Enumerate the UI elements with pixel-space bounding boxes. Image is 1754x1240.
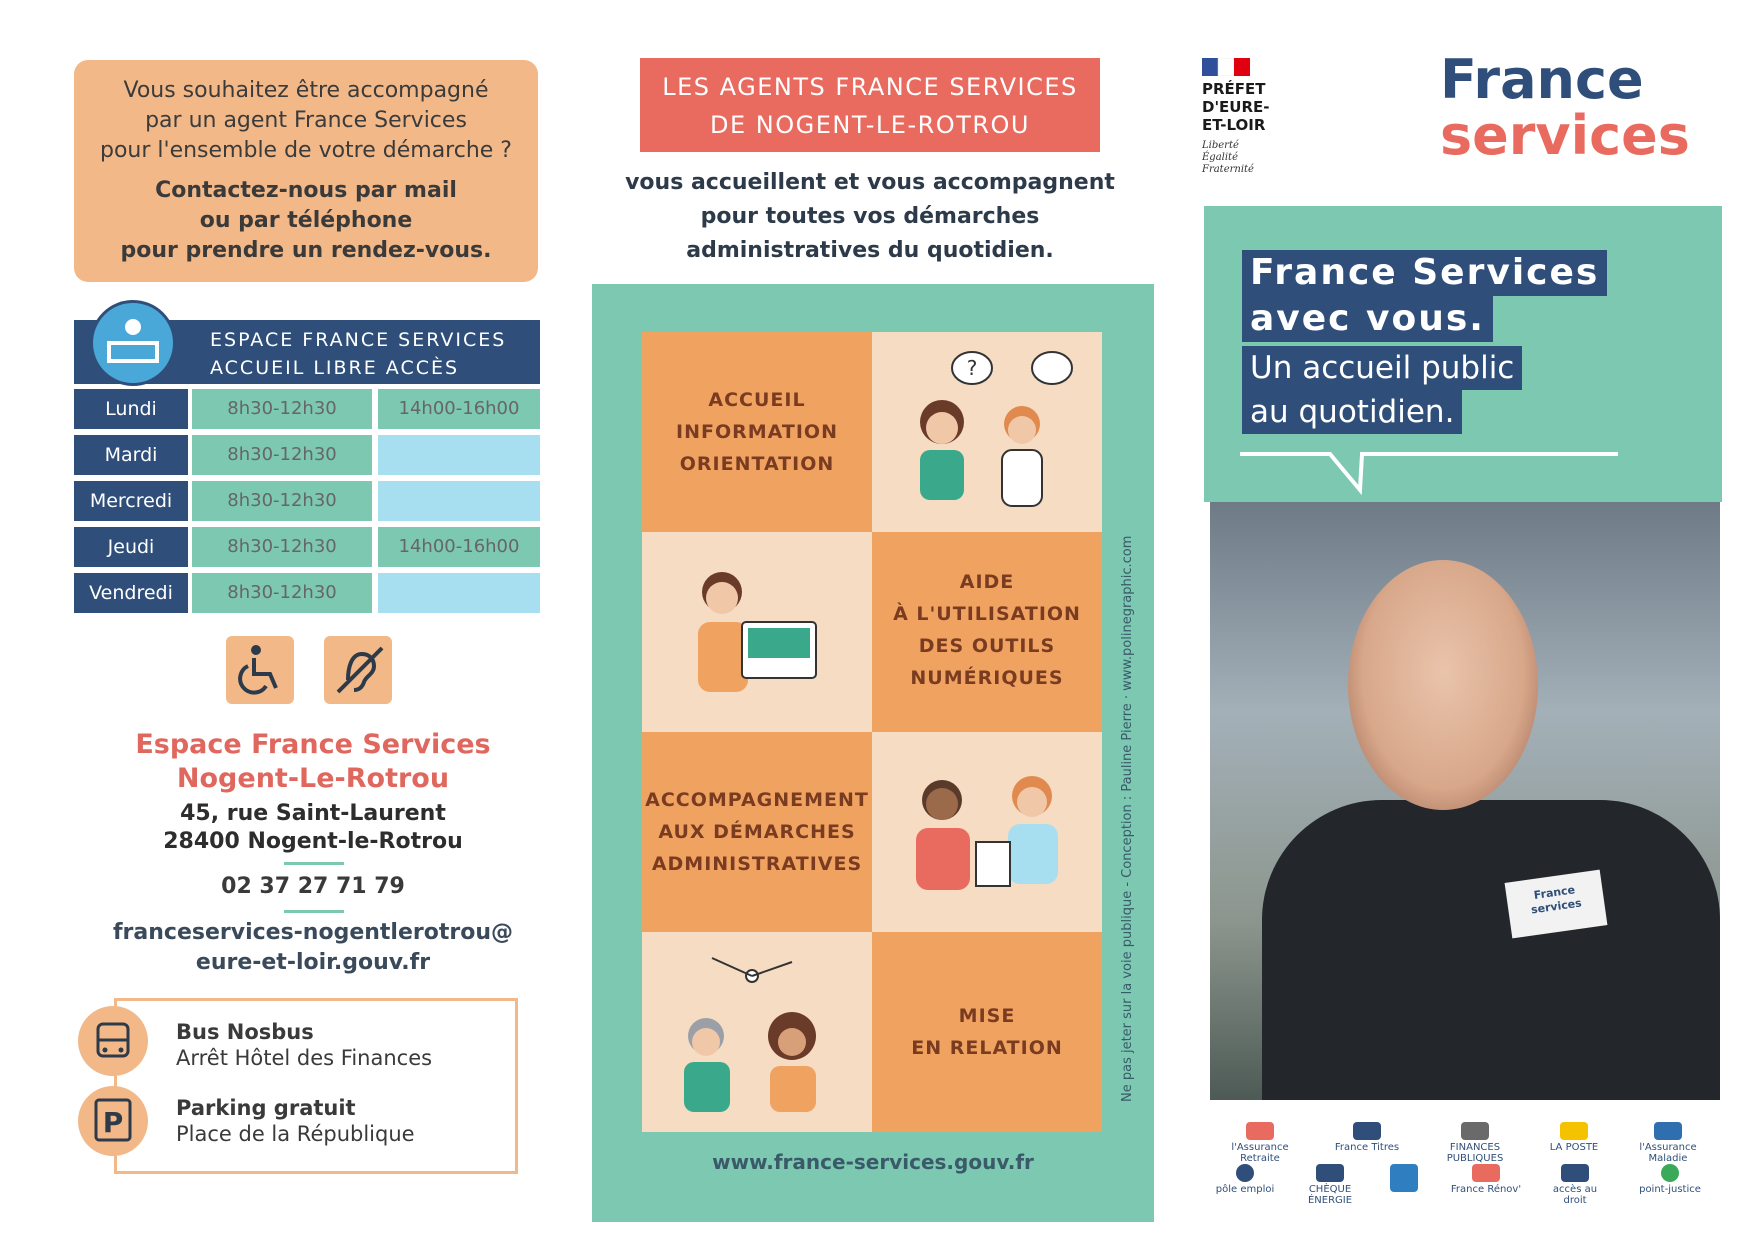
agents-banner-line: DE NOGENT-LE-ROTROU [709, 111, 1030, 139]
contact-cta-line: Contactez-nous par mail [155, 178, 457, 203]
partner-logo [1384, 1164, 1424, 1194]
contact-box [74, 60, 538, 282]
service-demarches [642, 732, 872, 932]
motto-line: Égalité [1202, 152, 1238, 163]
reception-desk-icon [90, 300, 176, 386]
illustration-network [642, 932, 872, 1132]
vertical-note: Ne pas jeter sur la voie publique - Conception : Pauline Pierre [1120, 703, 1135, 1102]
prefet-line: D'EURE- [1202, 98, 1270, 116]
motto-line: Fraternité [1202, 164, 1254, 175]
service-numerique [872, 532, 1102, 732]
schedule-header-line: ACCUEIL LIBRE ACCÈS [210, 357, 460, 379]
bus-icon [78, 1006, 148, 1076]
schedule-am: 8h30-12h30 [192, 389, 372, 429]
divider [284, 910, 344, 913]
partner-logo [1322, 1122, 1412, 1153]
partner-logo [1534, 1122, 1614, 1153]
schedule-pm: 14h00-16h00 [378, 389, 540, 429]
partner-name: LA POSTE [1549, 1142, 1599, 1153]
partner-mark [1316, 1164, 1344, 1182]
partner-name: France Rénov' [1450, 1184, 1522, 1195]
headline-line: avec vous. [1242, 296, 1493, 342]
service-label-line: ACCUEIL [708, 389, 806, 411]
france-services-logo-line1: France [1440, 48, 1644, 111]
partner-mark [1661, 1164, 1679, 1182]
divider [284, 862, 344, 865]
service-label-line: EN RELATION [911, 1037, 1063, 1059]
partner-logo [1210, 1164, 1280, 1195]
schedule-header-line: ESPACE FRANCE SERVICES [210, 329, 507, 351]
partner-mark [1236, 1164, 1254, 1182]
agent-face [1348, 560, 1538, 810]
address-line: 45, rue Saint-Laurent [180, 801, 446, 826]
partner-mark [1390, 1164, 1418, 1192]
partner-logo [1430, 1122, 1520, 1164]
phone-number[interactable]: 02 37 27 71 79 [221, 874, 405, 899]
contact-cta-line: ou par téléphone [199, 208, 413, 233]
service-accueil [642, 332, 872, 532]
email-address[interactable] [74, 918, 552, 978]
contact-cta-line: pour prendre un rendez-vous. [120, 238, 492, 263]
republic-motto [1202, 140, 1254, 176]
hearing-loop-icon [324, 636, 392, 704]
speech-tail-icon [1240, 450, 1620, 498]
partner-logo [1210, 1122, 1310, 1164]
svg-text:?: ? [966, 356, 978, 380]
espace-title-line: Espace France Services [135, 729, 491, 760]
service-label-line: À L'UTILISATION [893, 603, 1081, 625]
vertical-site: www.polinegraphic.com [1120, 535, 1135, 691]
marianne-flag-icon [1202, 58, 1250, 76]
subheadline-line: au quotidien. [1242, 390, 1462, 434]
service-label-line: DES OUTILS [918, 635, 1056, 657]
agents-subtitle-line: administratives du quotidien. [686, 238, 1054, 263]
motto-line: Liberté [1202, 140, 1239, 151]
subheadline-line: Un accueil public [1242, 346, 1522, 390]
service-label-line: INFORMATION [676, 421, 838, 443]
schedule-day: Lundi [74, 389, 188, 429]
bus-title: Bus Nosbus [176, 1020, 314, 1044]
partner-name: CHÈQUE ÉNERGIE [1307, 1184, 1353, 1206]
partner-logo [1540, 1164, 1610, 1206]
illustration-paperwork [872, 732, 1102, 932]
espace-title-line: Nogent-Le-Rotrou [176, 763, 450, 794]
service-label-line: NUMÉRIQUES [910, 667, 1064, 689]
contact-question-line: Vous souhaitez être accompagné [123, 78, 489, 103]
vertical-credit [1120, 536, 1135, 1102]
partner-name: FINANCES PUBLIQUES [1446, 1142, 1504, 1164]
parking-place: Place de la République [176, 1122, 415, 1146]
schedule-day: Jeudi [74, 527, 188, 567]
vertical-separator: · [1120, 690, 1135, 700]
illustration-computer [642, 532, 872, 732]
agents-subtitle-line: pour toutes vos démarches [700, 204, 1040, 229]
partner-name: pôle emploi [1215, 1184, 1275, 1195]
address [74, 800, 552, 856]
partner-logo [1622, 1122, 1714, 1164]
partner-mark [1246, 1122, 1274, 1140]
schedule-am: 8h30-12h30 [192, 435, 372, 475]
schedule-day: Mardi [74, 435, 188, 475]
partner-logo [1446, 1164, 1526, 1195]
partner-mark [1472, 1164, 1500, 1182]
partner-mark [1560, 1122, 1588, 1140]
illustration-conversation [872, 332, 1102, 532]
schedule-day: Vendredi [74, 573, 188, 613]
parking-title: Parking gratuit [176, 1096, 356, 1120]
france-services-logo-line2: services [1440, 104, 1690, 167]
schedule-pm [378, 435, 540, 475]
schedule-pm [378, 481, 540, 521]
schedule-day: Mercredi [74, 481, 188, 521]
prefet-line: PRÉFET [1202, 80, 1266, 98]
partner-name: accès au droit [1552, 1184, 1598, 1206]
agents-subtitle [620, 166, 1120, 268]
name-badge: France services [1505, 870, 1608, 939]
agents-banner-line: LES AGENTS FRANCE SERVICES [662, 73, 1078, 101]
service-relation [872, 932, 1102, 1132]
contact-question-line: par un agent France Services [145, 108, 467, 133]
service-label-line: AUX DÉMARCHES [658, 821, 856, 843]
agents-banner [640, 58, 1100, 152]
prefet-line: ET-LOIR [1202, 116, 1266, 134]
service-label-line: MISE [958, 1005, 1016, 1027]
service-label-line: AIDE [959, 571, 1015, 593]
bus-stop: Arrêt Hôtel des Finances [176, 1046, 433, 1070]
website-link[interactable]: www.france-services.gouv.fr [712, 1150, 1034, 1174]
wheelchair-icon [226, 636, 294, 704]
service-label-line: ADMINISTRATIVES [651, 853, 863, 875]
email-line: franceservices-nogentlerotrou@ [112, 920, 514, 945]
partner-mark [1353, 1122, 1381, 1140]
schedule-am: 8h30-12h30 [192, 481, 372, 521]
schedule-am: 8h30-12h30 [192, 573, 372, 613]
contact-question-line: pour l'ensemble de votre démarche ? [100, 138, 512, 163]
agents-subtitle-line: vous accueillent et vous accompagnent [625, 170, 1115, 195]
schedule-pm [378, 573, 540, 613]
prefet-label [1202, 80, 1270, 134]
partner-mark [1654, 1122, 1682, 1140]
service-label-line: ACCOMPAGNEMENT [645, 789, 869, 811]
espace-title [74, 728, 552, 796]
partner-mark [1561, 1164, 1589, 1182]
headline-line: France Services [1242, 250, 1607, 296]
schedule-pm: 14h00-16h00 [378, 527, 540, 567]
transport-box [114, 998, 518, 1174]
address-line: 28400 Nogent-le-Rotrou [163, 829, 463, 854]
parking-icon [78, 1086, 148, 1156]
services-panel [592, 284, 1154, 1222]
email-line: eure-et-loir.gouv.fr [195, 950, 431, 975]
svg-text:P: P [102, 1106, 124, 1139]
partner-name: l'Assurance Maladie [1639, 1142, 1697, 1164]
schedule-am: 8h30-12h30 [192, 527, 372, 567]
partner-mark [1461, 1122, 1489, 1140]
partner-name: France Titres [1334, 1142, 1400, 1153]
agent-shirt [1262, 800, 1720, 1100]
partner-name: l'Assurance Retraite [1231, 1142, 1289, 1164]
partner-name: point-justice [1639, 1184, 1701, 1195]
partner-logo [1290, 1164, 1370, 1206]
partner-logo [1630, 1164, 1710, 1195]
headline-card [1204, 206, 1722, 502]
service-label-line: ORIENTATION [679, 453, 835, 475]
